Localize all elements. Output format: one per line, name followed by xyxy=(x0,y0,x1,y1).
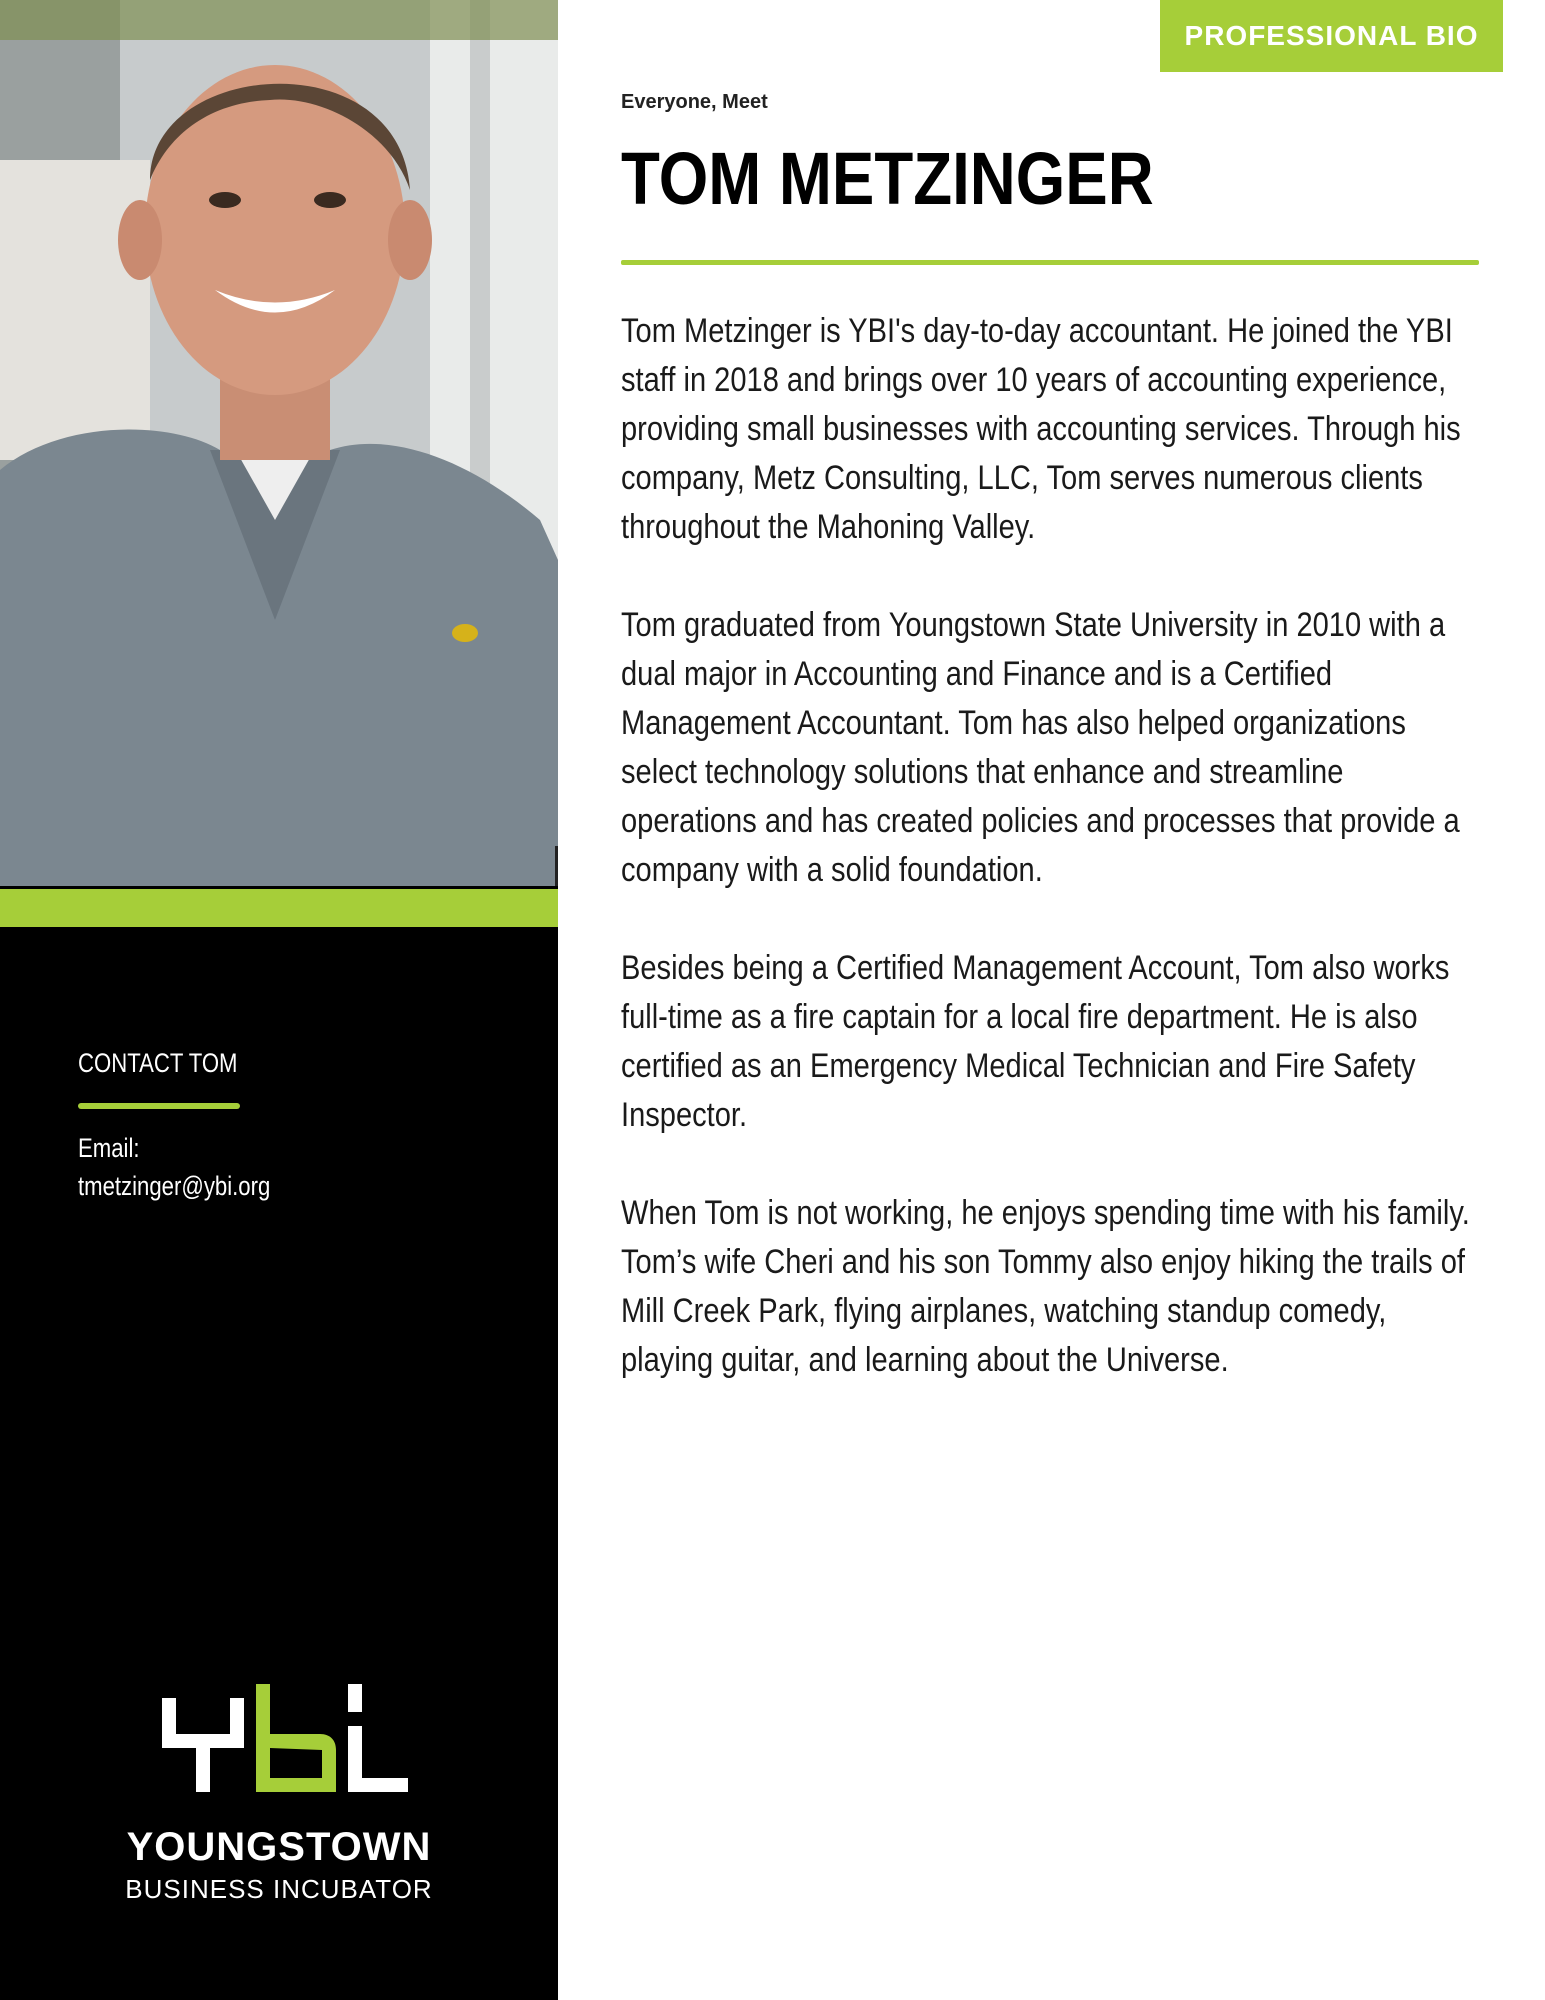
person-name: TOM METZINGER xyxy=(621,137,1154,220)
bio-paragraph: When Tom is not working, he enjoys spending time with his family. Tom’s wife Cheri and his son Tommy also enjoy hiking the trails of Mill Creek Park, flying airplanes, watching standup comedy, playing guitar, and learning about the Universe. xyxy=(621,1194,1470,1379)
contact-divider xyxy=(78,1103,240,1109)
logo-name: YOUNGSTOWN xyxy=(126,1825,432,1869)
sidebar-panel xyxy=(0,0,558,2000)
portrait-photo xyxy=(0,0,558,886)
contact-heading: CONTACT TOM xyxy=(78,1048,238,1078)
ybi-logo-icon xyxy=(160,1680,410,1804)
title-divider xyxy=(621,260,1479,265)
bio-paragraph: Tom graduated from Youngstown State University in 2010 with a dual major in Accounting and Finance and is a Certified Management Accountant. Tom has also helped organizations select technology solutions that enhance and streamline operations and has created policies and processes that provide a company with a solid foundation. xyxy=(621,606,1460,889)
email-link[interactable]: tmetzinger@ybi.org xyxy=(78,1171,271,1201)
professional-bio-tag: PROFESSIONAL BIO xyxy=(1160,0,1503,72)
bio-paragraph: Besides being a Certified Management Account, Tom also works full-time as a fire captain for a local fire department. He is also certified as an Emergency Medical Technician and Fire Safety Inspector. xyxy=(621,949,1450,1134)
accent-band xyxy=(0,889,558,927)
portrait-illustration xyxy=(0,0,558,886)
eyebrow-text: Everyone, Meet xyxy=(621,91,768,113)
bio-paragraph: Tom Metzinger is YBI's day-to-day accountant. He joined the YBI staff in 2018 and brings over 10 years of accounting experience, providing small businesses with accounting services. Through his company, Metz Consulting, LLC, Tom serves numerous clients throughout the Mahoning Valley. xyxy=(621,312,1461,546)
logo-subtitle: BUSINESS INCUBATOR xyxy=(125,1874,433,1904)
bio-body xyxy=(621,307,1485,1434)
email-label: Email: xyxy=(78,1133,140,1163)
